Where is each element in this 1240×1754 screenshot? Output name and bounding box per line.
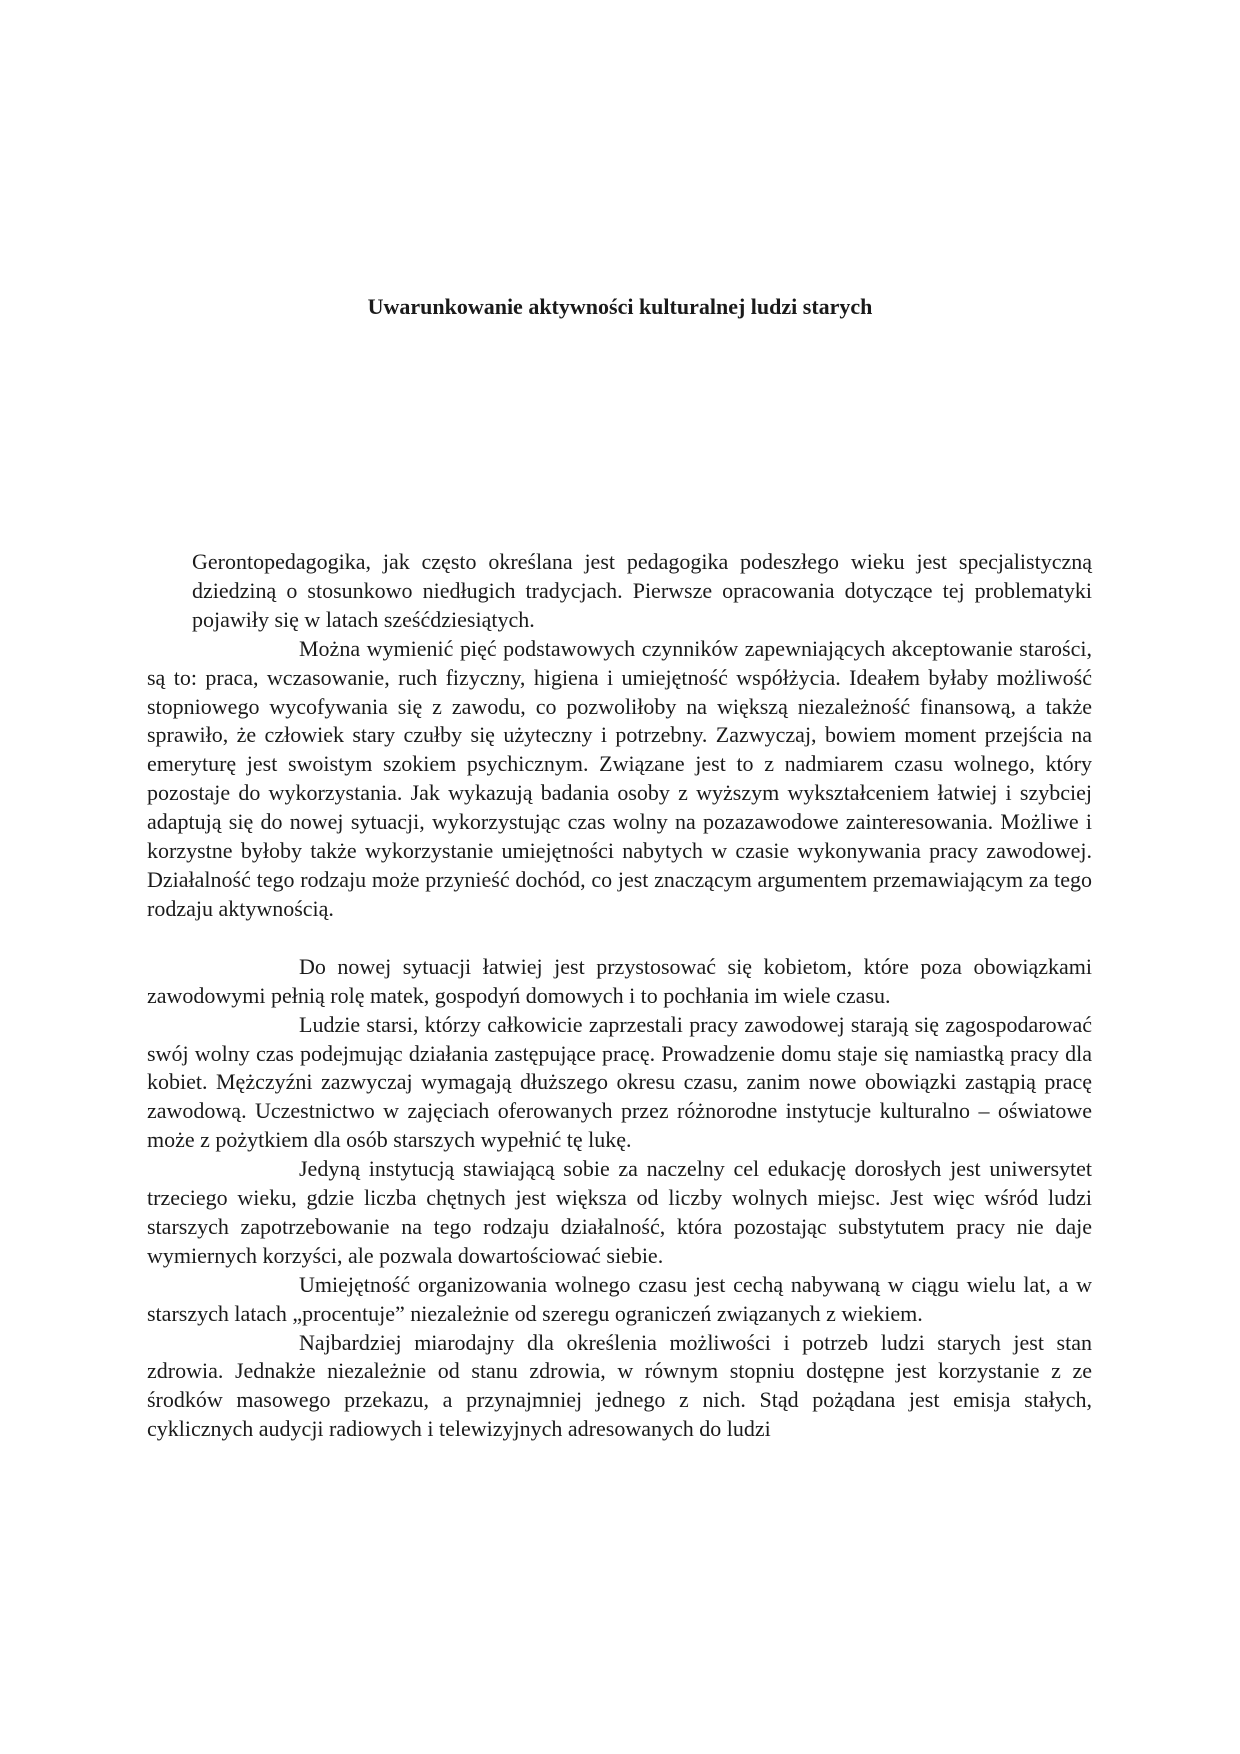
paragraph-3: Do nowej sytuacji łatwiej jest przystosować się kobietom, które poza obowiązkami zawodowymi pełnią rolę matek, gospodyń domowych i to pochłania im wiele czasu. [147,953,1092,1008]
paragraph-5: Jedyną instytucją stawiającą sobie za naczelny cel edukację dorosłych jest uniwersytet trzeciego wieku, gdzie liczba chętnych jest większa od liczby wolnych miejsc. Jest więc wśród ludzi starszych zapotrzebowanie na tego rodzaju działalność, która pozostając substytutem pracy nie daje wymiernych korzyści, ale pozwala dowartościować siebie. [147,1156,1092,1268]
paragraph-4: Ludzie starsi, którzy całkowicie zaprzestali pracy zawodowej starają się zagospodarować swój wolny czas podejmując działania zastępujące pracę. Prowadzenie domu staje się namiastką pracy dla kobiet. Mężczyźni zazwyczaj wymagają dłuższego okresu czasu, zanim nowe obowiązki zastąpią pracę zawodową. Uczestnictwo w zajęciach oferowanych przez różnorodne instytucje kulturalno – oświatowe może z pożytkiem dla osób starszych wypełnić tę lukę. [147,1011,1092,1153]
document-title: Uwarunkowanie aktywności kulturalnej ludzi starych [367,294,873,319]
document-body [147,548,1092,1444]
paragraph-2: Można wymienić pięć podstawowych czynników zapewniających akceptowanie starości, są to: praca, wczasowanie, ruch fizyczny, higiena i umiejętność współżycia. Ideałem byłaby możliwość stopniowego wycofywania się z zawodu, co pozwoliłoby na większą niezależność finansową, a także sprawiło, że człowiek stary czułby się użyteczny i potrzebny. Zazwyczaj, bowiem moment przejścia na emeryturę jest swoistym szokiem psychicznym. Związane jest to z nadmiarem czasu wolnego, który pozostaje do wykorzystania. Jak wykazują badania osoby z wyższym wykształceniem łatwiej i szybciej adaptują się do nowej sytuacji, wykorzystując czas wolny na pozazawodowe zainteresowania. Możliwe i korzystne byłoby także wykorzystanie umiejętności nabytych w czasie wykonywania pracy zawodowej. Działalność tego rodzaju może przynieść dochód, co jest znaczącym argumentem przemawiającym za tego rodzaju aktywnością. [147,635,1092,921]
paragraph-7: Najbardziej miarodajny dla określenia możliwości i potrzeb ludzi starych jest stan zdrowia. Jednakże niezależnie od stanu zdrowia, w równym stopniu dostępne jest korzystanie z ze środków masowego przekazu, a przynajmniej jednego z nich. Stąd pożądana jest emisja stałych, cyklicznych audycji radiowych i telewizyjnych adresowanych do ludzi [147,1329,1092,1442]
paragraph-6: Umiejętność organizowania wolnego czasu jest cechą nabywaną w ciągu wielu lat, a w starszych latach „procentuje” niezależnie od szeregu ograniczeń związanych z wiekiem. [147,1271,1092,1326]
paragraph-1: Gerontopedagogika, jak często określana jest pedagogika podeszłego wieku jest specjalistyczną dziedziną o stosunkowo niedługich tradycjach. Pierwsze opracowania dotyczące tej problematyki pojawiły się w latach sześćdziesiątych. [192,549,1092,632]
